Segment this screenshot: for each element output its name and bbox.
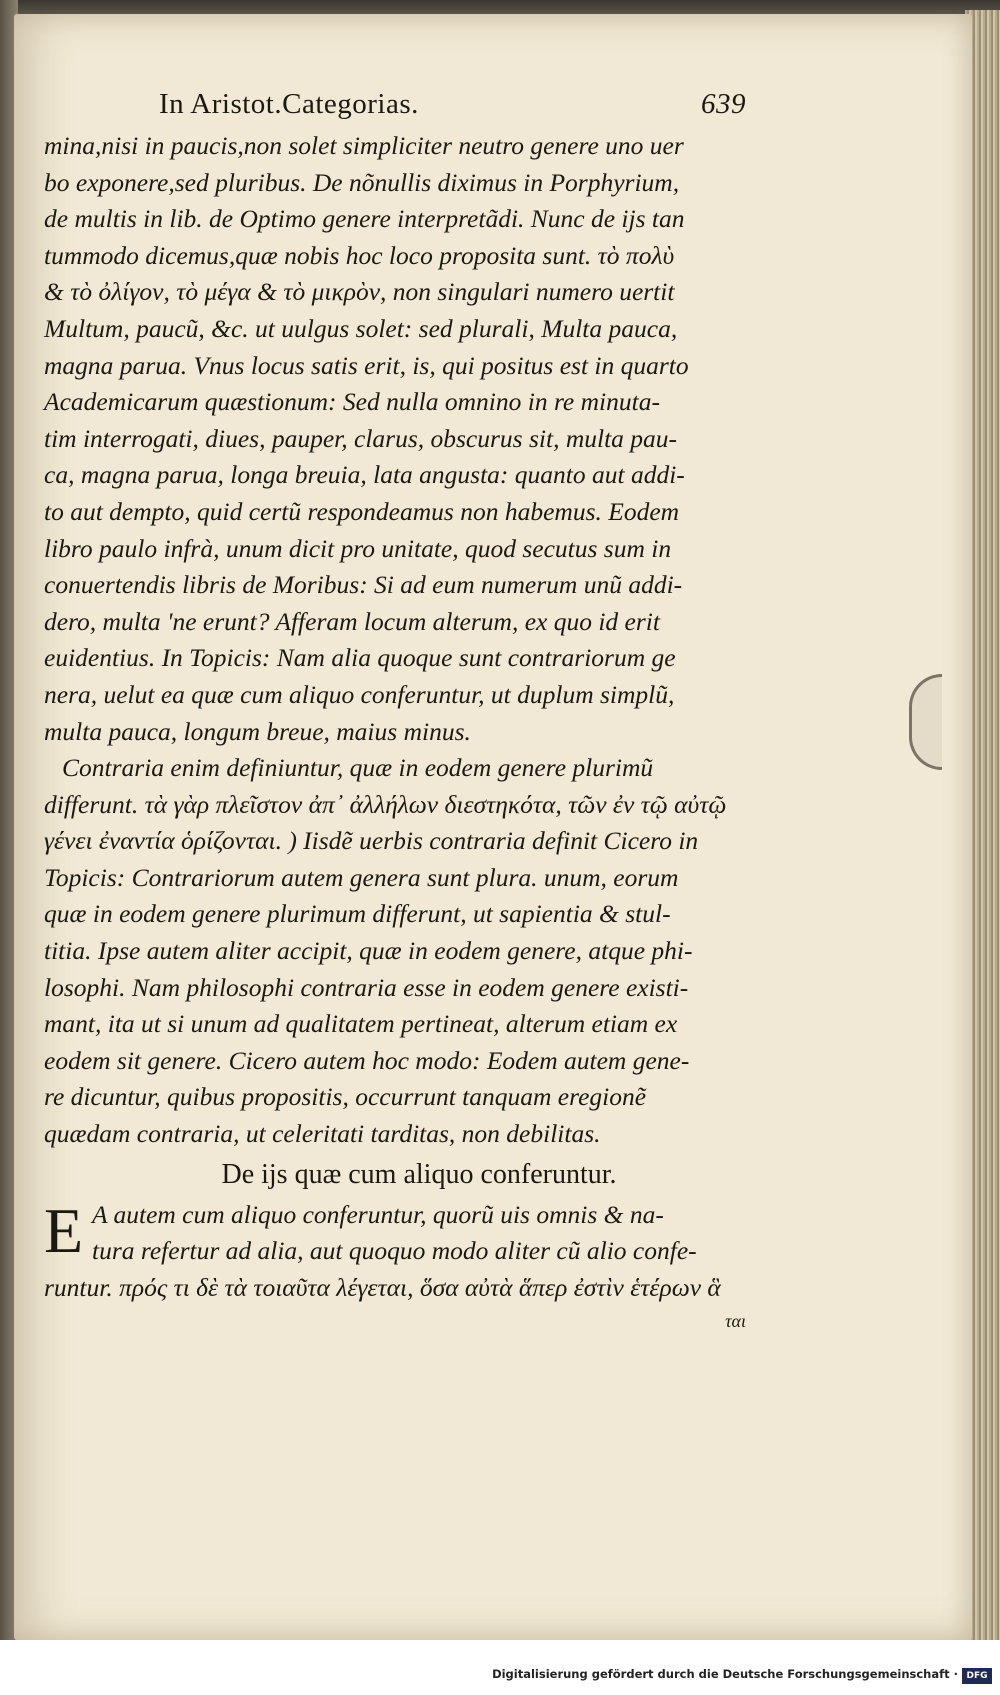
text-line: & τὸ ὀλίγον, τὸ μέγα & τὸ μικρὸν, non singulari numero uertit (44, 277, 675, 307)
text-line: runtur. πρός τι δὲ τὰ τοιαῦτα λέγεται, ὅσα αὐτὰ ἅπερ ἐστὶν ἑτέρων ἃ (44, 1272, 721, 1302)
text-line: Contraria enim definiuntur, quæ in eodem genere plurimũ (62, 753, 654, 783)
running-title: In Aristot.Categorias. (159, 88, 419, 120)
text-block (44, 88, 754, 1336)
text-line: tura refertur ad alia, aut quoquo modo aliter cũ alio confe- (92, 1236, 697, 1266)
text-line: eodem sit genere. Cicero autem hoc modo: Eodem autem gene- (44, 1045, 690, 1075)
section-heading: De ijs quæ cum aliquo conferuntur. (221, 1158, 617, 1190)
text-line: tim interrogati, diues, pauper, clarus, obscurus sit, multa pau- (44, 423, 678, 453)
text-line: bo exponere,sed pluribus. De nõnullis diximus in Porphyrium, (44, 167, 680, 197)
text-line: euidentius. In Topicis: Nam alia quoque sunt contrariorum ge (44, 643, 676, 673)
page-number: 639 (701, 88, 746, 120)
funding-credit: Digitalisierung gefördert durch die Deutsche Forschungsgemeinschaft · (492, 1667, 958, 1681)
text-line: Academicarum quæstionum: Sed nulla omnino in re minuta- (44, 387, 660, 417)
text-line: differunt. τὰ γὰρ πλεῖστον ἀπ᾽ ἀλλήλων διεστηκότα, τῶν ἐν τῷ αὐτῷ (44, 789, 727, 819)
text-line: tummodo dicemus,quæ nobis hoc loco proposita sunt. τὸ πολὺ (44, 240, 675, 270)
text-line: quæ in eodem genere plurimum differunt, ut sapientia & stul- (44, 899, 671, 929)
text-line: titia. Ipse autem aliter accipit, quæ in eodem genere, atque phi- (44, 936, 693, 966)
paragraph-1 (44, 128, 754, 750)
text-line: Multum, paucũ, &c. ut uulgus solet: sed plurali, Multa pauca, (44, 313, 678, 343)
text-line: nera, uelut ea quæ cum aliquo conferuntur, ut duplum simplũ, (44, 679, 675, 709)
text-line: A autem cum aliquo conferuntur, quorũ uis omnis & na- (92, 1199, 664, 1229)
text-line: quædam contraria, ut celeritati tarditas, non debilitas. (44, 1119, 601, 1149)
text-line: libro paulo infrà, unum dicit pro unitate, quod secutus sum in (44, 533, 672, 563)
text-line: dero, multa 'ne erunt? Afferam locum alterum, ex quo id erit (44, 606, 660, 636)
page-header (44, 88, 754, 128)
text-line: losophi. Nam philosophi contraria esse in eodem genere existi- (44, 972, 689, 1002)
text-line: ca, magna parua, longa breuia, lata angusta: quanto aut addi- (44, 460, 685, 490)
text-line: mant, ita ut si unum ad qualitatem pertineat, alterum etiam ex (44, 1009, 678, 1039)
text-line: mina,nisi in paucis,non solet simpliciter neutro genere uno uer (44, 131, 684, 160)
text-line: γένει ἐναντία ὁρίζονται. ) Iisdẽ uerbis contraria definit Cicero in (44, 826, 699, 856)
text-line: Topicis: Contrariorum autem genera sunt plura. unum, eorum (44, 862, 679, 892)
text-line: re dicuntur, quibus propositis, occurrunt tanquam eregionẽ (44, 1082, 647, 1112)
section-paragraph (44, 1194, 754, 1307)
drop-cap: E (44, 1194, 84, 1266)
text-line: conuertendis libris de Moribus: Si ad eum numerum unũ addi- (44, 570, 683, 600)
clasp-mark (909, 674, 942, 770)
catchword: ται (725, 1311, 746, 1332)
paragraph-2 (44, 750, 754, 1153)
footer-bar (0, 1640, 1000, 1695)
dfg-logo: DFG (962, 1668, 992, 1684)
text-line: to aut dempto, quid certũ respondeamus non habemus. Eodem (44, 496, 680, 526)
text-line: multa pauca, longum breue, maius minus. (44, 716, 471, 746)
text-line: magna parua. Vnus locus satis erit, is, qui positus est in quarto (44, 350, 689, 380)
text-line: de multis in lib. de Optimo genere interpretãdi. Nunc de ijs tan (44, 204, 685, 234)
